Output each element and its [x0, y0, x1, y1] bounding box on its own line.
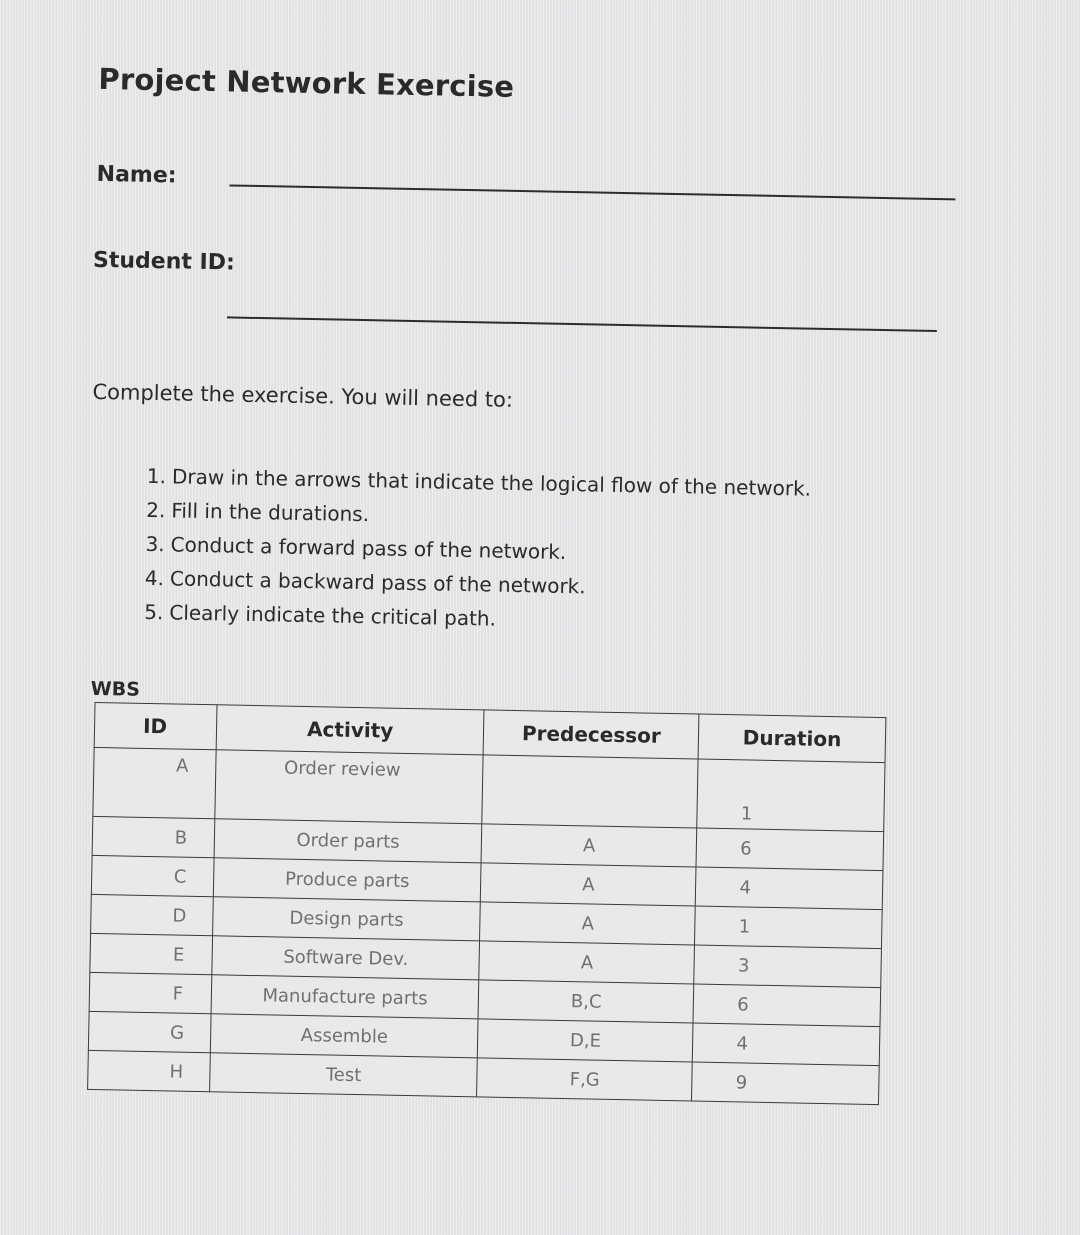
cell-id: E [90, 933, 213, 974]
cell-id: B [92, 816, 215, 857]
step-text: Conduct a backward pass of the network. [169, 566, 586, 599]
step-text: Conduct a forward pass of the network. [170, 532, 567, 564]
cell-activity: Order parts [214, 819, 482, 863]
instructions-intro: Complete the exercise. You will need to: [92, 379, 514, 412]
cell-activity: Software Dev. [212, 936, 480, 980]
step-text: Draw in the arrows that indicate the logical flow of the network. [171, 464, 812, 501]
header-duration: Duration [698, 714, 886, 763]
name-field-line [229, 184, 955, 200]
cell-duration: 3 [694, 945, 881, 988]
cell-predecessor: B,C [478, 980, 693, 1023]
cell-id: D [91, 894, 214, 935]
step-number: 3. [145, 531, 165, 557]
cell-id: F [89, 972, 212, 1013]
wbs-table [87, 702, 886, 1105]
step-number: 4. [144, 565, 165, 591]
cell-duration: 6 [693, 984, 880, 1027]
cell-predecessor: F,G [477, 1058, 692, 1101]
page-title: Project Network Exercise [98, 61, 515, 104]
cell-duration: 1 [695, 906, 882, 949]
step-number: 2. [146, 497, 166, 523]
cell-predecessor: A [481, 824, 696, 867]
step-text: Clearly indicate the critical path. [169, 600, 497, 631]
cell-activity: Assemble [210, 1014, 478, 1058]
name-label: Name: [96, 161, 177, 189]
step-number: 1. [146, 463, 167, 489]
cell-duration: 1 [697, 759, 885, 832]
cell-predecessor: A [480, 902, 695, 945]
cell-id: H [88, 1050, 211, 1091]
wbs-label: WBS [90, 677, 141, 701]
student-id-field-line [227, 316, 937, 332]
cell-predecessor: D,E [478, 1019, 693, 1062]
cell-activity: Order review [215, 750, 484, 824]
cell-duration: 4 [695, 867, 882, 910]
cell-activity: Manufacture parts [211, 975, 479, 1019]
instruction-steps [144, 459, 811, 642]
cell-id: C [91, 855, 214, 896]
student-id-label: Student ID: [92, 247, 236, 276]
cell-duration: 9 [692, 1062, 879, 1105]
step-number: 5. [144, 599, 164, 625]
step-text: Fill in the durations. [171, 498, 370, 527]
cell-predecessor: A [481, 863, 696, 906]
cell-activity: Test [209, 1053, 477, 1097]
cell-activity: Design parts [212, 897, 480, 941]
cell-predecessor: A [479, 941, 694, 984]
cell-id: G [88, 1011, 211, 1052]
cell-id: A [93, 747, 216, 818]
header-predecessor: Predecessor [484, 710, 700, 759]
cell-duration: 4 [692, 1023, 879, 1066]
cell-predecessor [482, 755, 698, 828]
header-id: ID [94, 702, 217, 749]
cell-activity: Produce parts [213, 858, 481, 902]
header-activity: Activity [216, 705, 484, 755]
cell-duration: 6 [696, 828, 883, 871]
